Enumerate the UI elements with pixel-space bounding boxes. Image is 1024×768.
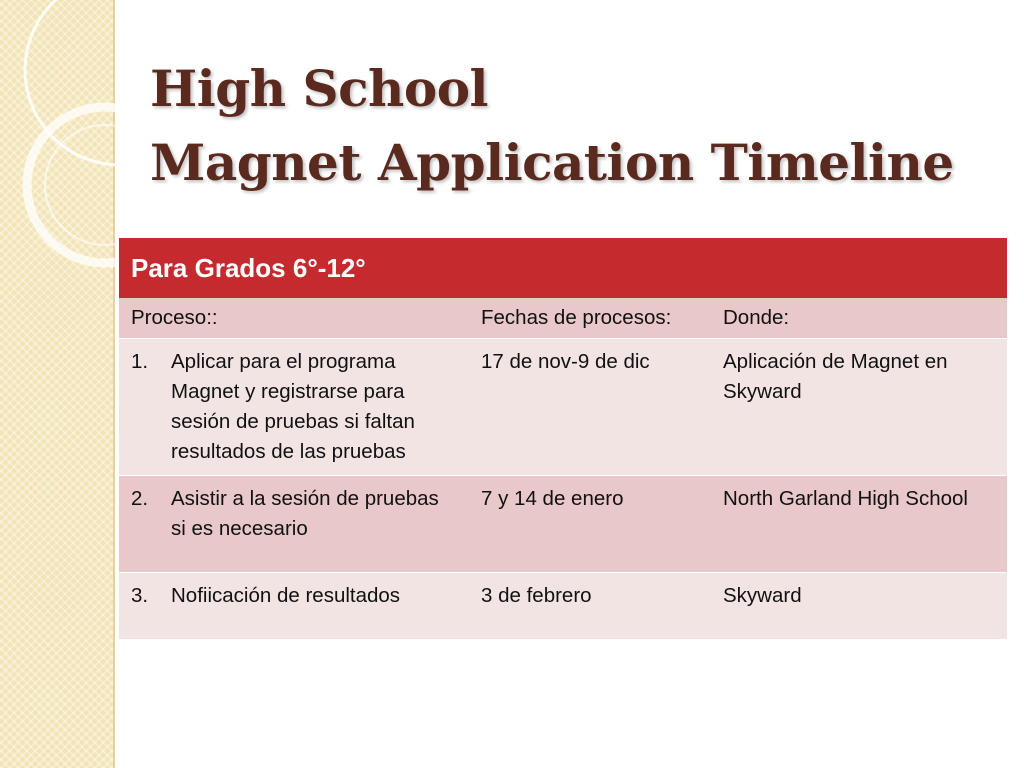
step-number: 3. (131, 584, 149, 607)
process-text: Aplicar para el programa Magnet y registrarse para sesión de pruebas si faltan resultados de las pruebas (171, 350, 415, 463)
process-text: Nofiicación de resultados (171, 584, 401, 607)
column-header-process: Proceso:: (119, 298, 469, 339)
dates-cell: 3 de febrero (469, 573, 711, 640)
table-row (119, 573, 1007, 640)
process-text: Asistir a la sesión de pruebas si es necesario (171, 487, 439, 540)
timeline-table (119, 238, 1007, 639)
column-header-dates: Fechas de procesos: (469, 298, 711, 339)
table-row (119, 476, 1007, 573)
where-cell: Aplicación de Magnet en Skyward (711, 339, 1007, 476)
where-cell: North Garland High School (711, 476, 1007, 573)
grade-band-header: Para Grados 6°-12° (119, 238, 1007, 298)
column-header-row (119, 298, 1007, 339)
dates-cell: 17 de nov-9 de dic (469, 339, 711, 476)
column-header-where: Donde: (711, 298, 1007, 339)
process-cell (119, 476, 469, 573)
title-line-2: Magnet Application Timeline (150, 133, 954, 192)
table-row (119, 339, 1007, 476)
step-number: 1. (131, 350, 149, 373)
slide-title (150, 52, 954, 200)
dates-cell: 7 y 14 de enero (469, 476, 711, 573)
process-cell (119, 573, 469, 640)
where-cell: Skyward (711, 573, 1007, 640)
title-line-1: High School (150, 59, 489, 118)
process-cell (119, 339, 469, 476)
step-number: 2. (131, 487, 149, 510)
